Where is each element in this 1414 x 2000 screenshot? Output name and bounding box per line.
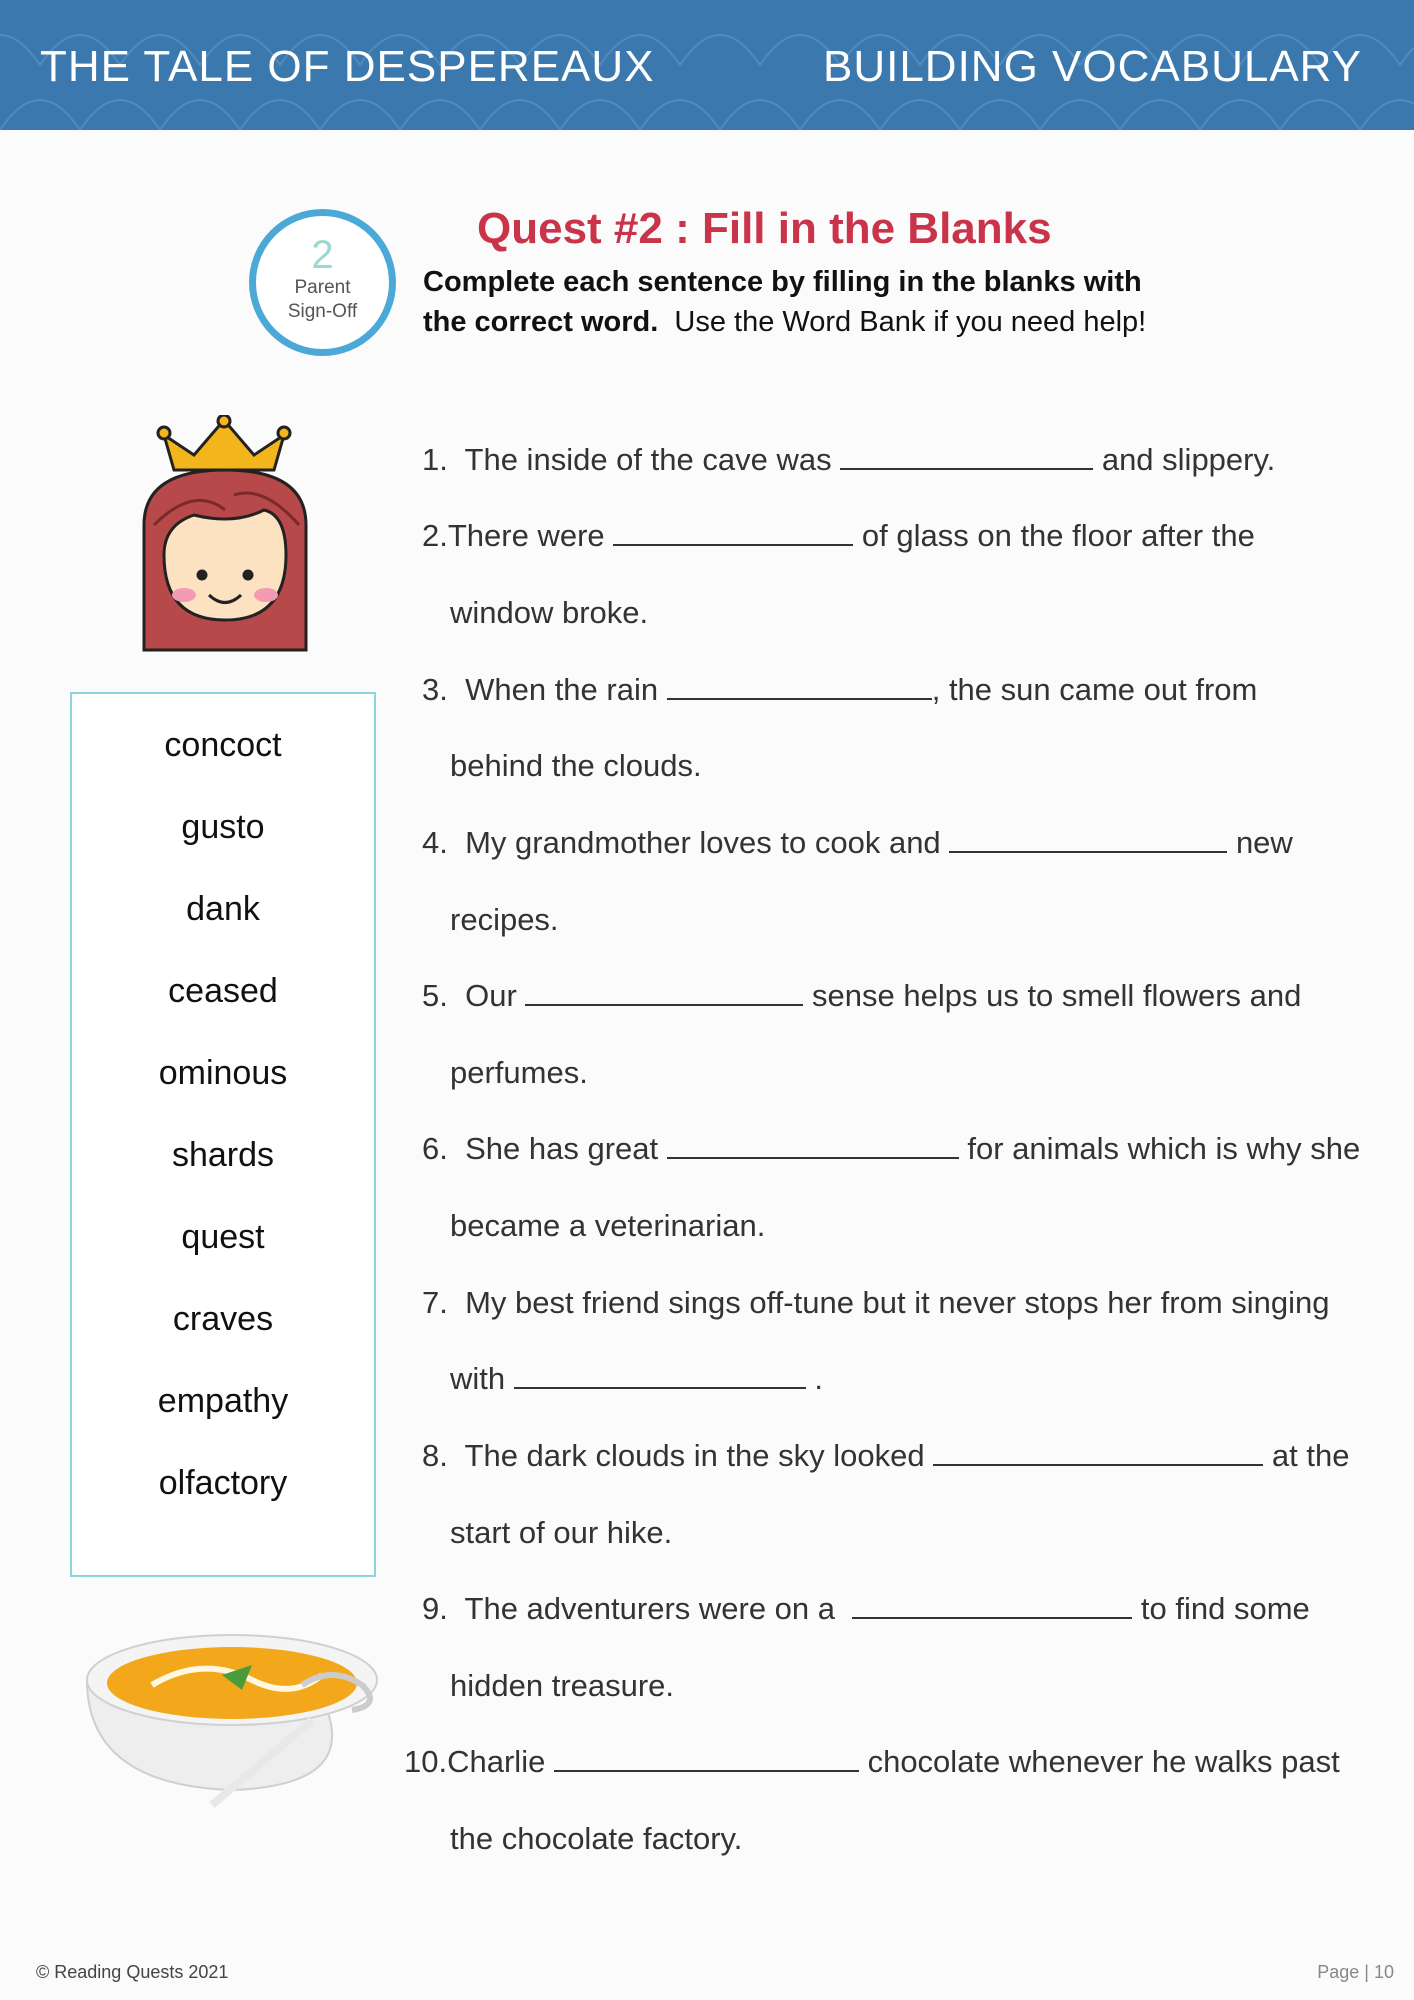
- answer-blank[interactable]: [667, 674, 932, 700]
- question-continuation: the chocolate factory.: [450, 1821, 743, 1856]
- answer-blank[interactable]: [840, 444, 1093, 470]
- section-title: BUILDING VOCABULARY: [822, 42, 1362, 91]
- question-text: .: [814, 1361, 824, 1396]
- answer-blank[interactable]: [525, 980, 803, 1006]
- question-text: My grandmother loves to cook and: [465, 825, 941, 860]
- quest-title: Quest #2 : Fill in the Blanks: [477, 204, 1052, 253]
- question-text: with: [450, 1361, 506, 1396]
- question-number: 10.: [404, 1744, 448, 1779]
- word-bank-item: gusto: [181, 808, 265, 846]
- question-1: [422, 442, 1362, 478]
- question-text: chocolate whenever he walks past: [867, 1744, 1340, 1779]
- question-text: Our: [465, 978, 517, 1013]
- question-number: 6.: [422, 1131, 448, 1166]
- question-text: and slippery.: [1101, 442, 1276, 477]
- question-continuation: perfumes.: [450, 1055, 588, 1090]
- word-bank: [70, 692, 376, 1577]
- question-number: 2.: [422, 518, 448, 553]
- question-text: The dark clouds in the sky looked: [464, 1438, 925, 1473]
- question-text: My best friend sings off-tune but it never stops her from singing: [465, 1285, 1330, 1320]
- question-number: 5.: [422, 978, 448, 1013]
- page-number: Page | 10: [1317, 1962, 1394, 1982]
- question-text: sense helps us to smell flowers and: [812, 978, 1302, 1013]
- instructions-bold-2: the correct word.: [423, 306, 659, 338]
- question-continuation: hidden treasure.: [450, 1668, 675, 1703]
- question-continuation: window broke.: [450, 595, 649, 630]
- book-title: THE TALE OF DESPEREAUX: [40, 42, 655, 91]
- question-text: There were: [447, 518, 605, 553]
- question-text: Charlie: [447, 1744, 546, 1779]
- word-bank-item: shards: [171, 1136, 275, 1174]
- instructions: [423, 262, 1323, 342]
- question-number: 4.: [422, 825, 448, 860]
- word-bank-item: craves: [172, 1300, 274, 1338]
- question-text: She has great: [465, 1131, 659, 1166]
- question-9: [422, 1591, 1362, 1627]
- question-2: [422, 518, 1362, 554]
- word-bank-item: ominous: [158, 1054, 288, 1092]
- question-continuation: recipes.: [450, 902, 559, 937]
- question-10: [404, 1744, 1344, 1780]
- word-bank-item: dank: [186, 890, 260, 928]
- question-number: 7.: [422, 1285, 448, 1320]
- question-text: for animals which is why she: [967, 1131, 1361, 1166]
- signoff-label-1: Parent: [294, 277, 351, 298]
- question-text: at the: [1271, 1438, 1350, 1473]
- soup-bowl-illustration: [82, 1625, 392, 1815]
- question-number: 9.: [422, 1591, 448, 1626]
- question-text: of glass on the floor after the: [861, 518, 1255, 553]
- question-continuation: behind the clouds.: [450, 748, 702, 783]
- question-8: [422, 1438, 1362, 1474]
- word-bank-item: ceased: [168, 972, 278, 1010]
- answer-blank[interactable]: [933, 1440, 1263, 1466]
- princess-illustration: [134, 415, 316, 655]
- copyright: © Reading Quests 2021: [36, 1962, 229, 1982]
- question-3: [422, 672, 1362, 708]
- answer-blank[interactable]: [667, 1133, 959, 1159]
- question-4: [422, 825, 1362, 861]
- question-text: When the rain: [465, 672, 659, 707]
- question-text: The adventurers were on a: [464, 1591, 836, 1626]
- question-7: [422, 1285, 1362, 1321]
- page-header: [0, 0, 1414, 130]
- question-number: 1.: [422, 442, 448, 477]
- question-continuation: became a veterinarian.: [450, 1208, 766, 1243]
- instructions-bold-1: Complete each sentence by filling in the blanks with: [423, 266, 1142, 298]
- answer-blank[interactable]: [514, 1363, 806, 1389]
- word-bank-item: empathy: [157, 1382, 289, 1420]
- question-number: 3.: [422, 672, 448, 707]
- word-bank-item: concoct: [164, 726, 282, 764]
- answer-blank[interactable]: [852, 1593, 1132, 1619]
- question-number: 8.: [422, 1438, 448, 1473]
- question-6: [422, 1131, 1362, 1167]
- question-text: , the sun came out from: [931, 672, 1258, 707]
- question-7-continuation: [450, 1361, 823, 1397]
- word-bank-item: quest: [181, 1218, 265, 1256]
- answer-blank[interactable]: [949, 827, 1227, 853]
- signoff-number: 2: [311, 233, 334, 277]
- signoff-label-2: Sign-Off: [287, 301, 358, 322]
- answer-blank[interactable]: [613, 520, 853, 546]
- question-continuation: start of our hike.: [450, 1515, 673, 1550]
- question-text: The inside of the cave was: [464, 442, 832, 477]
- answer-blank[interactable]: [554, 1746, 859, 1772]
- instructions-normal: Use the Word Bank if you need help!: [674, 306, 1147, 338]
- question-text: to find some: [1140, 1591, 1310, 1626]
- parent-signoff-badge: [249, 209, 396, 356]
- question-5: [422, 978, 1362, 1014]
- question-text: new: [1235, 825, 1293, 860]
- word-bank-item: olfactory: [158, 1464, 288, 1502]
